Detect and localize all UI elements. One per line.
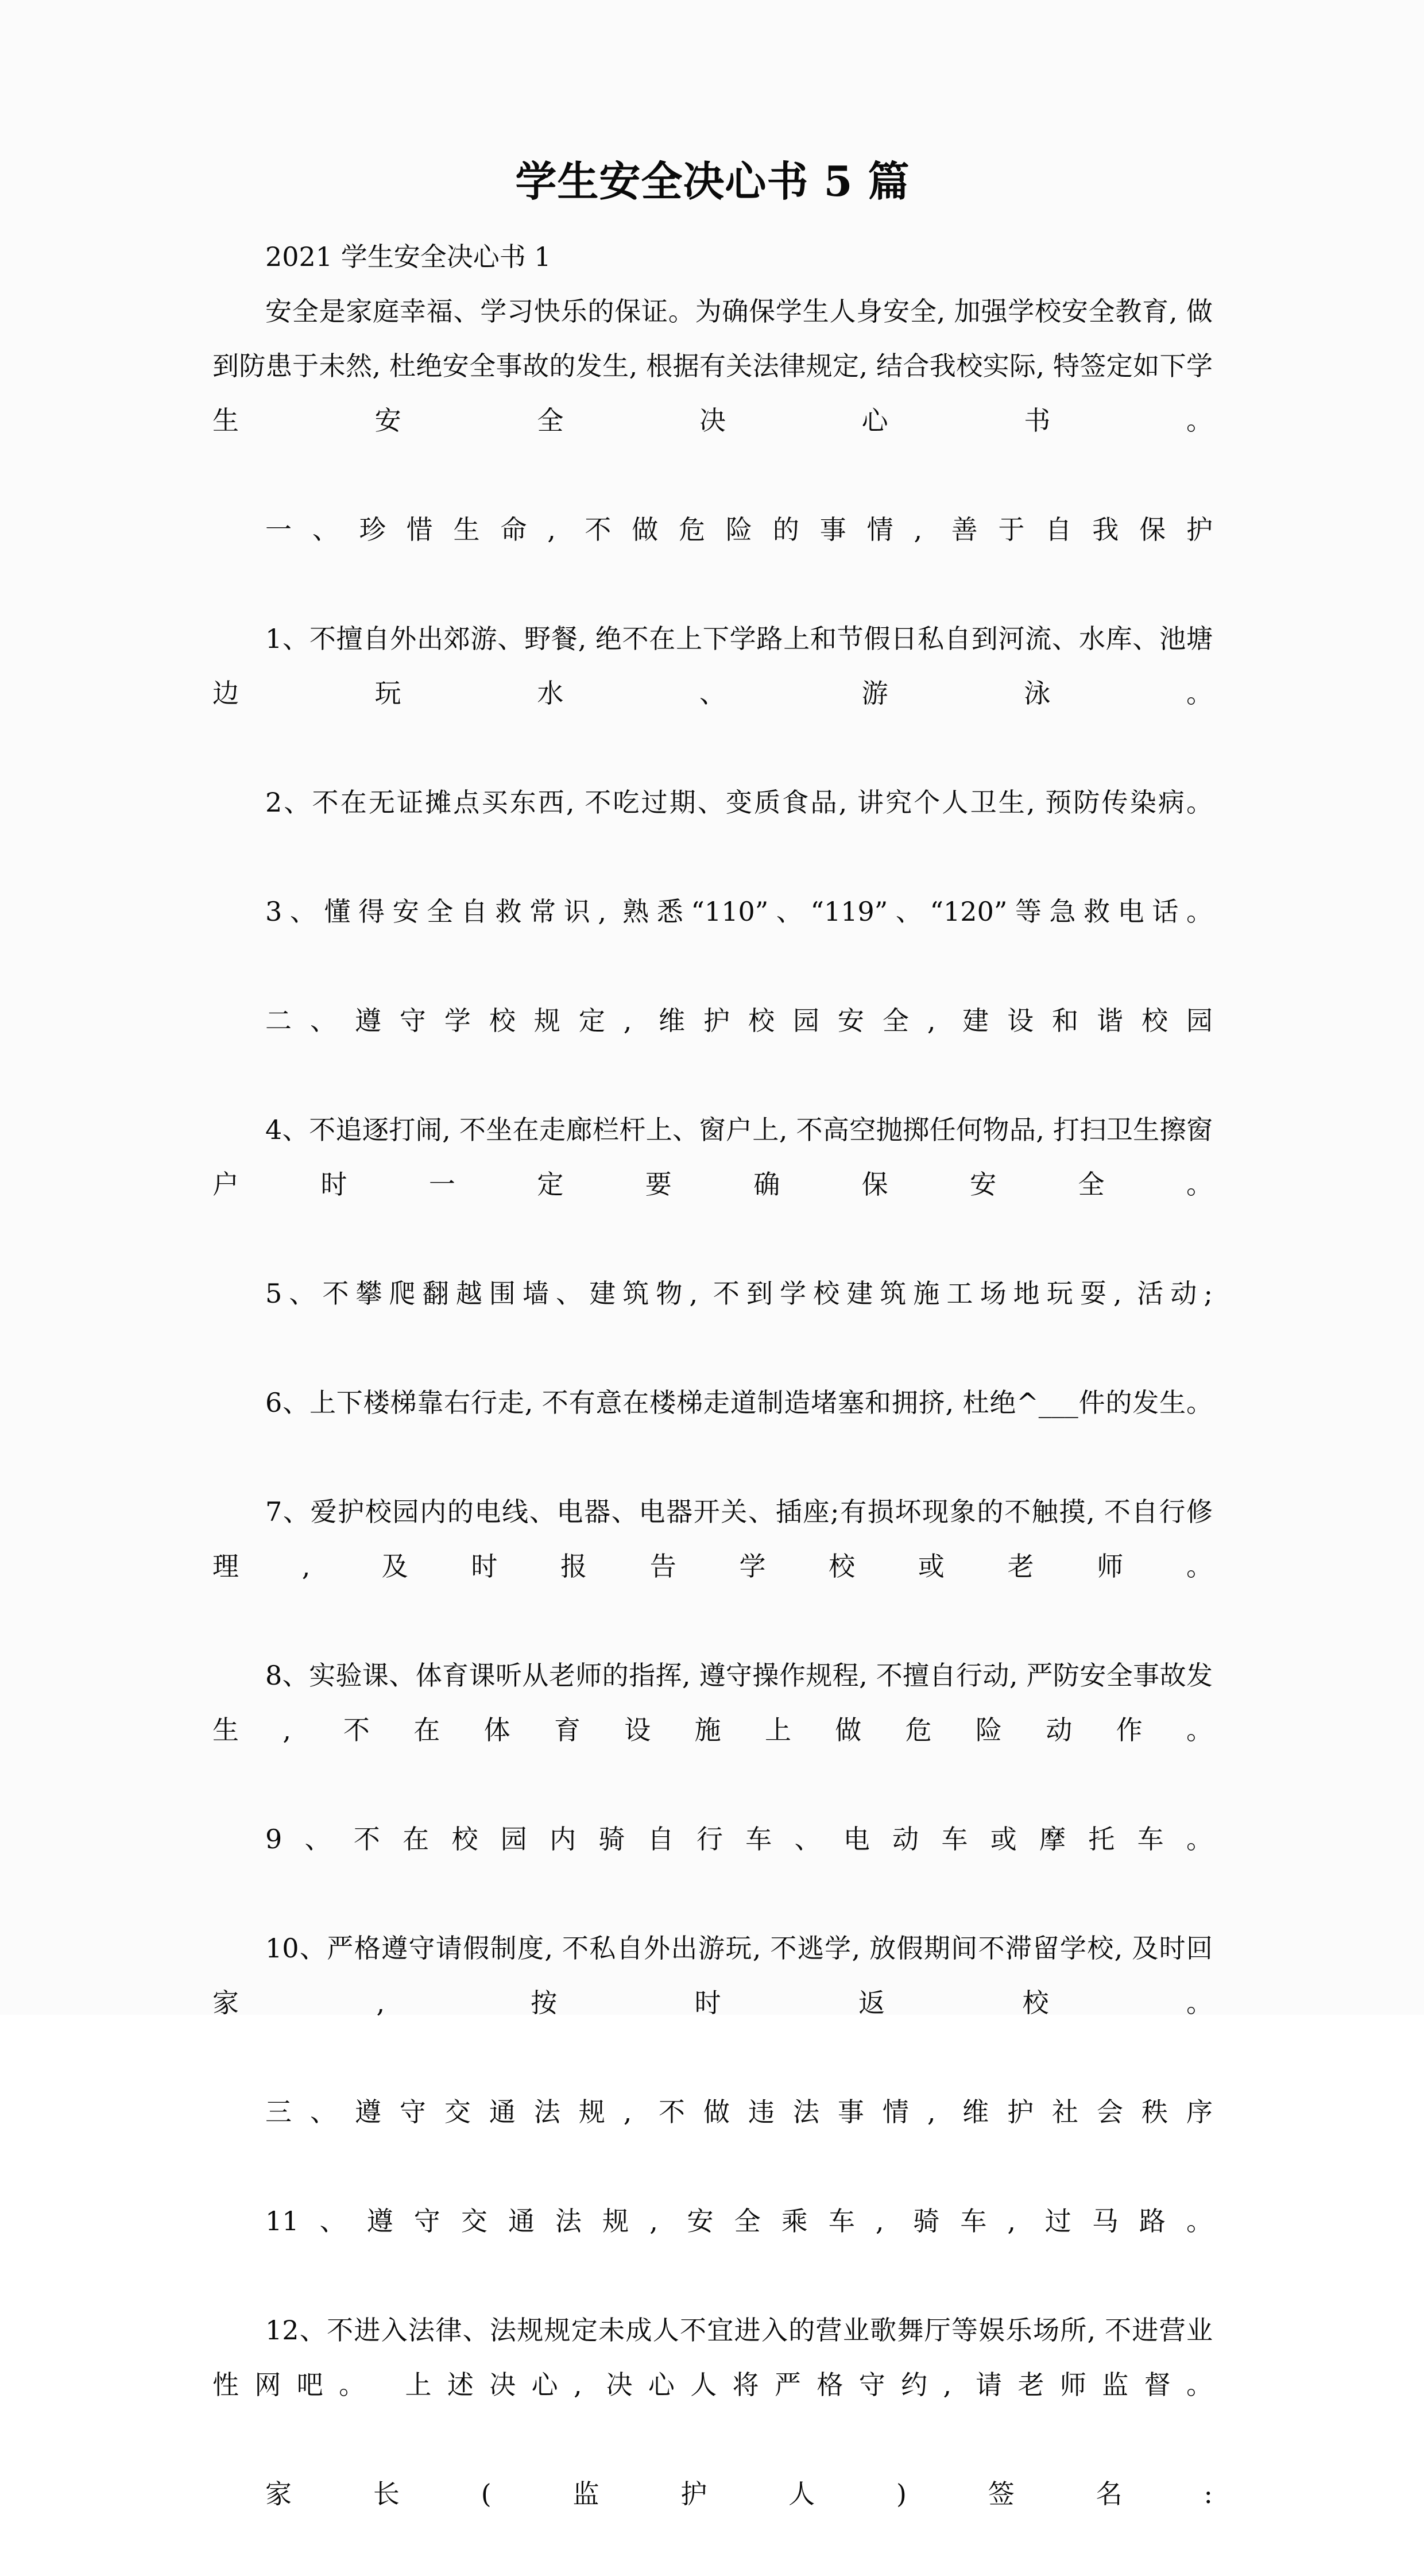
list-item-3: 3、懂得安全自救常识, 熟悉“110”、“119”、“120”等急救电话。 xyxy=(265,896,1213,927)
document-subtitle: 2021 学生安全决心书 1 xyxy=(265,241,551,272)
section-heading-1: 一、珍惜生命, 不做危险的事情, 善于自我保护 xyxy=(265,514,1213,545)
signature-line: 家长(监护人)签名: xyxy=(265,2478,1213,2509)
list-item-8: 8、实验课、体育课听从老师的指挥, 遵守操作规程, 不擅自行动, 严防安全事故发生, 不在体育设施上做危险动作。 xyxy=(212,1660,1213,1745)
list-item-1: 1、不擅自外出郊游、野餐, 绝不在上下学路上和节假日私自到河流、水库、池塘边玩水、游泳。 xyxy=(212,623,1213,709)
list-item-9: 9、不在校园内骑自行车、电动车或摩托车。 xyxy=(265,1824,1213,1855)
section-heading-3: 三、遵守交通法规, 不做违法事情, 维护社会秩序 xyxy=(265,2096,1213,2127)
list-item-2: 2、不在无证摊点买东西, 不吃过期、变质食品, 讲究个人卫生, 预防传染病。 xyxy=(265,787,1213,818)
page-title: 学生安全决心书 5 篇 xyxy=(515,157,910,206)
section-heading-2: 二、遵守学校规定, 维护校园安全, 建设和谐校园 xyxy=(265,1005,1213,1036)
list-item-4: 4、不追逐打闹, 不坐在走廊栏杆上、窗户上, 不高空抛掷任何物品, 打扫卫生擦窗户时一定要确保安全。 xyxy=(212,1114,1213,1200)
list-item-12: 12、不进入法律、法规规定未成人不宜进入的营业歌舞厅等娱乐场所, 不进营业性网吧。 上述决心, 决心人将严格守约, 请老师监督。 xyxy=(212,2315,1213,2400)
list-item-11: 11、遵守交通法规, 安全乘车, 骑车, 过马路。 xyxy=(265,2206,1213,2237)
list-item-7: 7、爱护校园内的电线、电器、电器开关、插座;有损坏现象的不触摸, 不自行修理, 及时报告学校或老师。 xyxy=(212,1496,1213,1582)
document-text-column xyxy=(212,0,1213,2576)
list-item-5: 5、不攀爬翻越围墙、建筑物, 不到学校建筑施工场地玩耍, 活动; xyxy=(265,1278,1213,1309)
list-item-10: 10、严格遵守请假制度, 不私自外出游玩, 不逃学, 放假期间不滞留学校, 及时回家, 按时返校。 xyxy=(212,1933,1213,2018)
list-item-6: 6、上下楼梯靠右行走, 不有意在楼梯走道制造堵塞和拥挤, 杜绝^___件的发生。 xyxy=(265,1387,1213,1418)
paragraph-intro: 安全是家庭幸福、学习快乐的保证。为确保学生人身安全, 加强学校安全教育, 做到防患于未然, 杜绝安全事故的发生, 根据有关法律规定, 结合我校实际, 特签定如下学生安全决心书。 xyxy=(212,296,1213,436)
